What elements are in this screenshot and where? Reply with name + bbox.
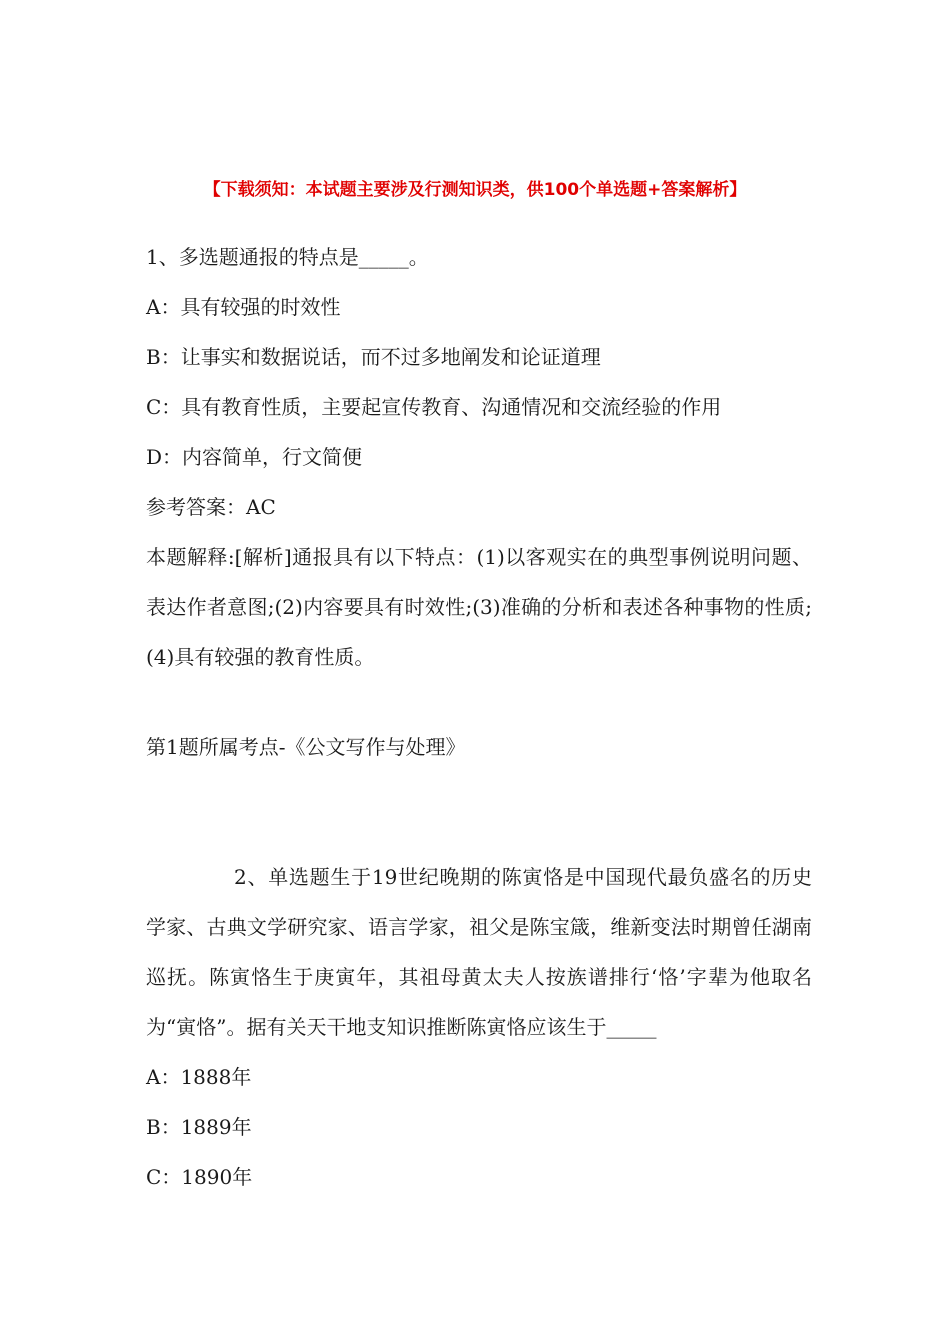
q1-topic: 第1题所属考点-《公文写作与处理》: [146, 735, 466, 759]
q1-option-c: C：具有教育性质，主要起宣传教育、沟通情况和交流经验的作用: [146, 395, 722, 419]
q1-option-a: A：具有较强的时效性: [146, 295, 341, 319]
q1-option-d: D：内容简单，行文简便: [146, 445, 363, 469]
download-notice: 【下载须知：本试题主要涉及行测知识类，供100个单选题+答案解析】: [203, 180, 747, 200]
q2-option-a: A：1888年: [146, 1065, 252, 1089]
q2-stem: 2、单选题生于19世纪晚期的陈寅恪是中国现代最负盛名的历史学家、古典文学研究家、语言学家，祖父是陈宝箴，维新变法时期曾任湖南巡抚。陈寅恪生于庚寅年，其祖母黄太夫人按族谱排行‘恪’字辈为他取名为“寅恪”。据有关天干地支知识推断陈寅恪应该生于_____: [146, 865, 812, 1039]
question-content: [146, 232, 812, 1202]
q1-stem: 1、多选题通报的特点是_____。: [146, 245, 429, 269]
q1-explanation: 本题解释:[解析]通报具有以下特点：(1)以客观实在的典型事例说明问题、表达作者意图;(2)内容要具有时效性;(3)准确的分析和表述各种事物的性质;(4)具有较强的教育性质。: [146, 545, 812, 669]
q1-answer: 参考答案：AC: [146, 495, 276, 519]
q1-option-b: B：让事实和数据说话，而不过多地阐发和论证道理: [146, 345, 601, 369]
q2-option-c: C：1890年: [146, 1165, 253, 1189]
q2-option-b: B：1889年: [146, 1115, 252, 1139]
